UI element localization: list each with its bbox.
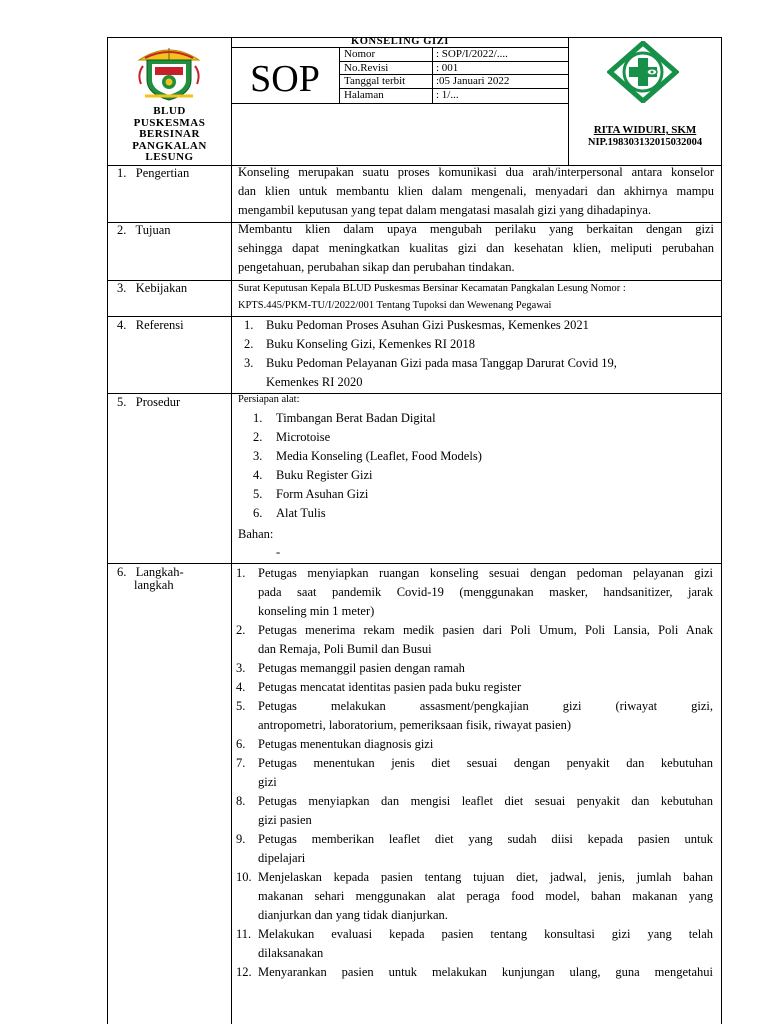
step-item: 11. Melakukan evaluasi kepada pasien tentang konsultasi gizi yang telah dilaksanakan [236,927,713,960]
meta-value-tanggal: :05 Januari 2022 [436,75,510,87]
meta-label-nomor: Nomor [344,48,376,60]
label-pengertian: 1. Pengertian [117,166,190,180]
content-kebijakan: Surat Keputusan Kepala BLUD Puskesmas Bersinar Kecamatan Pangkalan Lesung Nomor : KPTS.445/PKM-TU/I/2022/001 Tentang Tupoksi dan Wewenang Pegawai [238,283,626,311]
signer-name: RITA WIDURI, SKM [593,124,697,136]
step-item: 10. Menjelaskan kepada pasien tentang tujuan diet, jadwal, jenis, jumlah bahan makanan sehari menggunakan alat peraga food model, bahan makanan yang dianjurkan dan yang tidak dianjurkan. [236,870,713,922]
signer-nip: NIP.198303132015032004 [587,137,703,148]
regency-logo [133,44,205,102]
step-item: 12. Menyarankan pasien untuk melakukan kunjungan ulang, guna mengetahui [236,965,713,979]
meta-label-halaman: Halaman [344,89,384,101]
label-langkah: 6. Langkah- langkah [117,565,184,592]
label-tujuan: 2. Tujuan [117,223,171,237]
reference-item: 2. Buku Konseling Gizi, Kemenkes RI 2018 [244,337,476,351]
content-pengertian: Konseling merupakan suatu proses komunikasi dua arah/interpersonal antara konselor dan klien untuk membantu klien dalam mengenali, menyadari dan akhirnya mampu mengambil keputusan yang tepat dalam mengatasi masalah gizi yang dihadapinya. [238,165,714,217]
meta-value-halaman: : 1/... [436,89,459,101]
step-item: 7. Petugas menentukan jenis diet sesuai dengan penyakit dan kebutuhan gizi [236,756,713,789]
step-item: 6. Petugas menentukan diagnosis gizi [236,737,434,751]
step-item: 3. Petugas memanggil pasien dengan ramah [236,661,465,675]
step-item: 5. Petugas melakukan assasment/pengkajian gizi (riwayat gizi, antropometri, laboratorium, pemeriksaan fisik, riwayat pasien) [236,699,713,732]
meta-label-revisi: No.Revisi [344,62,389,74]
label-prosedur: 5. Prosedur [117,395,181,409]
step-item: 1. Petugas menyiapkan ruangan konseling sesuai dengan pedoman pelayanan gizi pada saat pandemik Covid-19 (menggunakan masker, handsanitizer, jarak konseling min 1 meter) [236,566,713,618]
meta-value-revisi: : 001 [436,62,459,74]
sop-label: SOP [250,58,320,100]
persiapan-label: Persiapan alat: [238,394,300,405]
bahan-label: Bahan: [238,527,274,541]
tool-item: 1. Timbangan Berat Badan Digital [253,411,436,425]
step-item: 2. Petugas menerima rekam medik pasien dari Poli Umum, Poli Lansia, Poli Anak dan Remaja, Poli Bumil dan Busui [236,623,713,656]
tool-item: 2. Microtoise [253,430,331,444]
reference-item: 1. Buku Pedoman Proses Asuhan Gizi Puskesmas, Kemenkes 2021 [244,318,589,332]
tool-item: 4. Buku Register Gizi [253,468,373,482]
puskesmas-logo [607,41,679,103]
label-kebijakan: 3. Kebijakan [117,281,188,295]
regency-emblem-icon [133,44,205,102]
document-title: KONSELING GIZI [351,36,449,47]
content-tujuan: Membantu klien dalam upaya mengubah perilaku yang berkaitan dengan gizi sehingga dapat meningkatkan kualitas gizi dan kesehatan klien, meliputi perubahan pengetahuan, perubahan sikap dan perubahan tindakan. [238,222,714,274]
reference-item: 3. Buku Pedoman Pelayanan Gizi pada masa Tanggap Darurat Covid 19, Kemenkes RI 2020 [244,356,617,389]
tool-item: 3. Media Konseling (Leaflet, Food Models) [253,449,482,463]
step-item: 4. Petugas mencatat identitas pasien pada buku register [236,680,522,694]
steps-list [236,564,713,982]
step-item: 8. Petugas menyiapkan dan mengisi leaflet diet sesuai penyakit dan kebutuhan gizi pasien [236,794,713,827]
meta-value-nomor: : SOP/I/2022/.... [436,48,508,60]
health-cross-icon [607,41,679,103]
step-item: 9. Petugas memberikan leaflet diet yang sudah diisi kepada pasien untuk dipelajari [236,832,713,865]
tool-item: 5. Form Asuhan Gizi [253,487,369,501]
bahan-value: - [276,545,281,559]
meta-label-tanggal: Tanggal terbit [344,75,406,87]
tools-list [253,409,713,523]
content-referensi [244,316,714,392]
organization-name: BLUD PUSKESMAS BERSINAR PANGKALAN LESUNG [132,105,207,164]
tool-item: 6. Alat Tulis [253,506,326,520]
label-referensi: 4. Referensi [117,318,184,332]
